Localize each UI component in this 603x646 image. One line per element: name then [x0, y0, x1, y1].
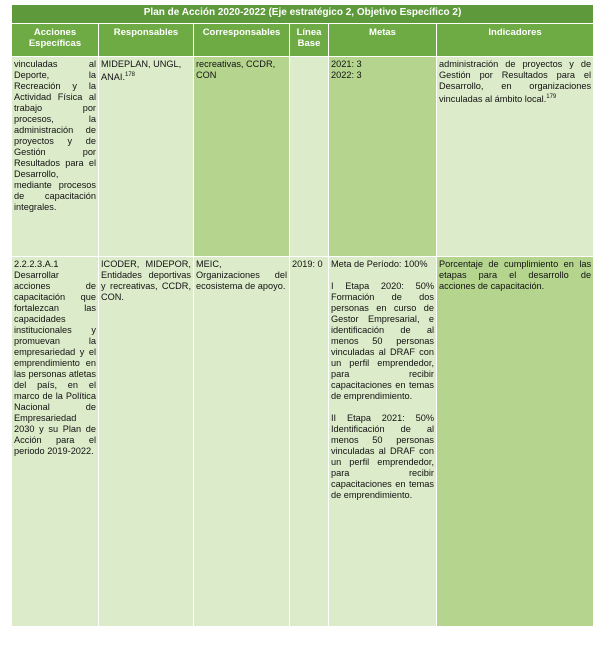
header-acciones: Acciones Específicas — [12, 24, 99, 57]
meta-block: II Etapa 2021: 50% Identificación de al menos 50 personas vinculadas al DRAF con un perfil emprendedor, para recibir capacitaciones en temas de emprendimiento. — [331, 413, 434, 500]
action-plan-table — [11, 4, 594, 627]
header-linea-base: Línea Base — [290, 24, 329, 57]
cell-linea-base: 2019: 0 — [290, 257, 329, 627]
indicadores-text: administración de proyectos y de Gestión por Resultados para el Desarrollo, en organizaciones vinculadas al ámbito local. — [439, 59, 592, 105]
footnote-ref: 178 — [125, 72, 136, 78]
footnote-ref: 179 — [546, 94, 557, 100]
responsables-text: MIDEPLAN, UNGL, ANAI. — [101, 59, 182, 83]
table-row — [12, 257, 594, 627]
cell-corresponsables: MEIC, Organizaciones del ecosistema de apoyo. — [194, 257, 290, 627]
cell-responsables: ICODER, MIDEPOR, Entidades deportivas y recreativas, CCDR, CON. — [99, 257, 194, 627]
cell-responsables — [99, 57, 194, 257]
cell-indicadores — [437, 57, 594, 257]
cell-metas — [329, 57, 437, 257]
meta-block: Meta de Período: 100% — [331, 259, 428, 269]
header-metas: Metas — [329, 24, 437, 57]
cell-indicadores: Porcentaje de cumplimiento en las etapas para el desarrollo de acciones de capacitación. — [437, 257, 594, 627]
header-responsables: Responsables — [99, 24, 194, 57]
cell-acciones: vinculadas al Deporte, la Recreación y la Actividad Física al trabajo por procesos, la administración de proyectos y de Gestión por Resultados para el Desarrollo, mediante procesos de capacitación integrales. — [12, 57, 99, 257]
cell-metas — [329, 257, 437, 627]
header-row — [12, 24, 594, 57]
meta-block: I Etapa 2020: 50% Formación de dos personas en curso de Gestor Empresarial, e identificación de al menos 50 personas vinculadas al DRAF con un perfil emprendedor, para recibir capacitaciones en temas de emprendimiento. — [331, 281, 434, 401]
action-plan-table-container — [11, 4, 593, 627]
meta-line: 2021: 3 — [331, 59, 362, 69]
meta-line: 2022: 3 — [331, 70, 362, 80]
header-corresponsables: Corresponsables — [194, 24, 290, 57]
table-row — [12, 57, 594, 257]
header-indicadores: Indicadores — [437, 24, 594, 57]
table-title: Plan de Acción 2020-2022 (Eje estratégico 2, Objetivo Específico 2) — [12, 5, 594, 24]
cell-corresponsables: recreativas, CCDR, CON — [194, 57, 290, 257]
cell-linea-base — [290, 57, 329, 257]
cell-acciones: 2.2.2.3.A.1 Desarrollar acciones de capacitación que fortalezcan las capacidades institucionales y promuevan la empresariedad y el emprendimiento en las personas atletas del país, en el marco de la Política Nacional de Empresariedad 2030 y su Plan de Acción para el periodo 2019-2022. — [12, 257, 99, 627]
